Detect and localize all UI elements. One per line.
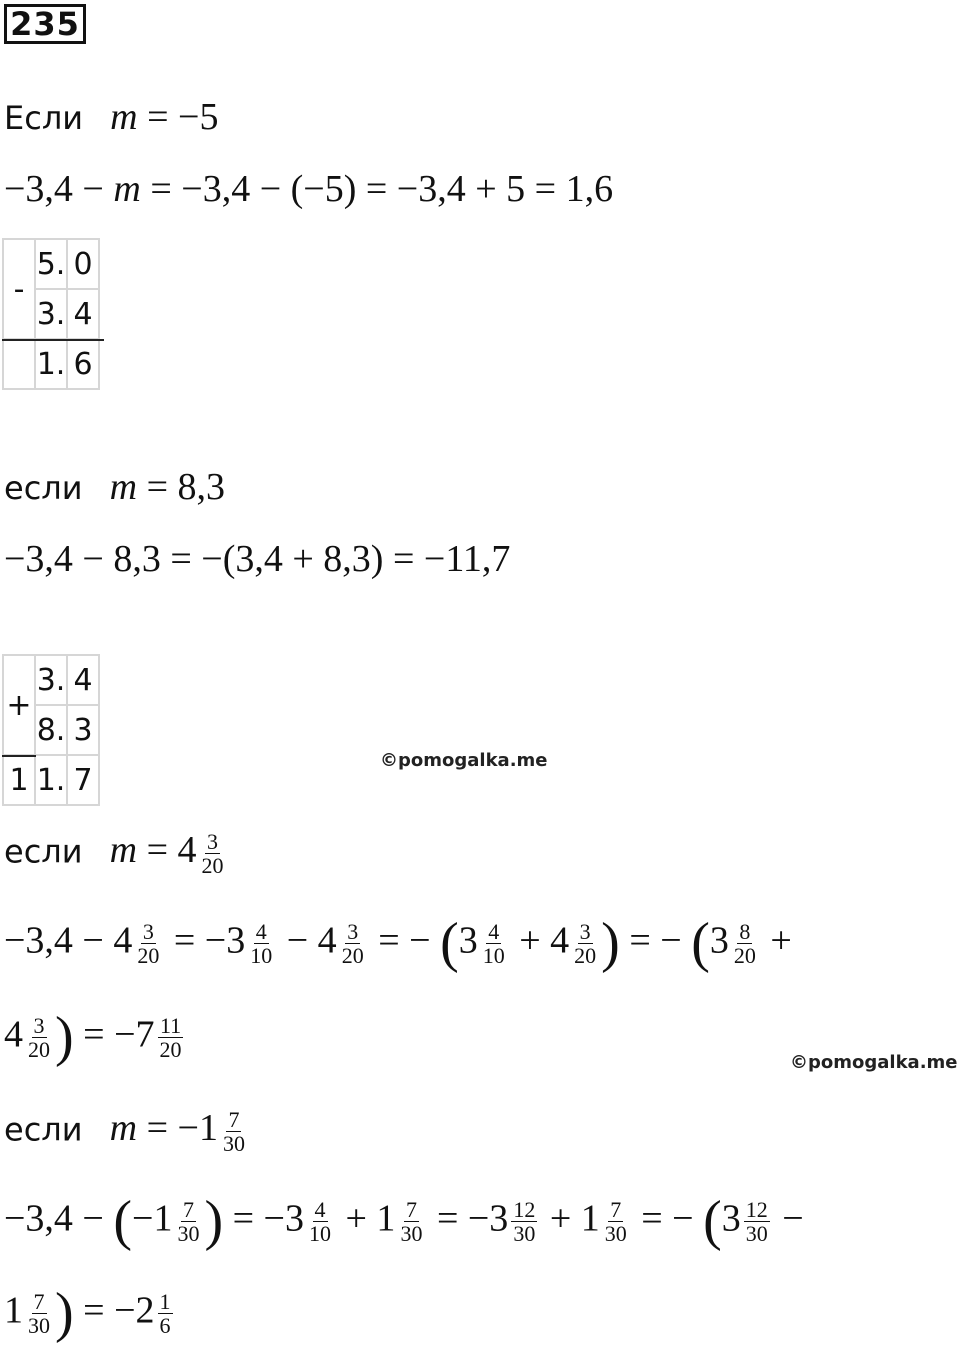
- fraction: $\frac{7}{30}$: [177, 1197, 200, 1247]
- fraction: $\frac{3}{20}$: [574, 919, 597, 969]
- result-rule: [2, 755, 36, 757]
- fraction: $\frac{12}{30}$: [745, 1197, 768, 1247]
- condition-expr: = −5: [147, 96, 219, 138]
- condition-word: если: [4, 469, 83, 507]
- digit-cell: 1: [3, 755, 35, 805]
- digit-cell: 3.: [35, 289, 67, 339]
- operation-sign: -: [3, 239, 35, 339]
- digit-cell: 0: [67, 239, 99, 289]
- condition-word: если: [4, 832, 83, 871]
- digit-cell: [3, 339, 35, 389]
- fraction: $\frac{7}{30}$: [604, 1197, 627, 1247]
- fraction: $\frac{4}{10}$: [309, 1197, 331, 1247]
- fraction: $\frac{3}{20}$: [201, 829, 224, 879]
- solution-right: = −3,4 − (−5) = −3,4 + 5 = 1,6: [150, 168, 614, 210]
- result-rule: [2, 339, 104, 341]
- variable: m: [109, 829, 138, 872]
- fraction: $\frac{4}{10}$: [250, 919, 273, 969]
- case4-solution-line2: 1 $\frac{7}{30}$ ) = −2 $\frac{1}{6}$: [4, 1282, 171, 1345]
- condition-whole: = 4: [146, 829, 197, 872]
- fraction: $\frac{12}{30}$: [513, 1197, 536, 1247]
- case2-solution: −3,4 − 8,3 = −(3,4 + 8,3) = −11,7: [4, 538, 511, 580]
- case2-condition: [4, 468, 225, 507]
- operation-sign: +: [3, 655, 35, 755]
- digit-cell: 6: [67, 339, 99, 389]
- case4-condition: [4, 1108, 250, 1155]
- fraction: $\frac{7}{30}$: [222, 1107, 245, 1157]
- digit-cell: 8.: [35, 705, 67, 755]
- solution-left: −3,4 −: [4, 168, 104, 210]
- digit-cell: 3: [67, 705, 99, 755]
- case3-condition: [4, 830, 229, 877]
- case4-solution-line1: −3,4 − (−1 $\frac{7}{30}$ ) = −3 $\frac{4}{10}$ + 1 $\frac{7}{30}$ = −3 $\frac{12}{30}$ + 1 $\frac{7}{30}$ = − (3 $\frac{12}{30}$ −: [4, 1190, 804, 1253]
- digit-cell: 5.: [35, 239, 67, 289]
- condition-word: Если: [4, 99, 84, 137]
- case2-column-addition: [2, 654, 100, 806]
- watermark: ©pomogalka.me: [790, 1052, 958, 1073]
- variable: m: [110, 96, 138, 138]
- fraction: $\frac{8}{20}$: [733, 919, 756, 969]
- fraction: $\frac{3}{20}$: [341, 919, 364, 969]
- fraction: $\frac{4}{10}$: [482, 919, 505, 969]
- problem-number: 235: [4, 4, 86, 44]
- case1-solution: [4, 170, 613, 208]
- digit-cell: 4: [67, 289, 99, 339]
- condition-whole: = −1: [146, 1107, 218, 1150]
- variable: m: [109, 1107, 138, 1150]
- case3-solution-line1: −3,4 − 4 $\frac{3}{20}$ = −3 $\frac{4}{10}$ − 4 $\frac{3}{20}$ = − (3 $\frac{4}{10}$ + 4 $\frac{3}{20}$ ) = − (3 $\frac{8}{20}$ +: [4, 912, 792, 975]
- fraction: $\frac{7}{30}$: [28, 1289, 50, 1339]
- digit-cell: 1.: [35, 755, 67, 805]
- case1-condition: [4, 98, 218, 137]
- fraction: $\frac{3}{20}$: [28, 1013, 50, 1063]
- digit-cell: 4: [67, 655, 99, 705]
- condition-word: если: [4, 1110, 83, 1149]
- condition-expr: = 8,3: [146, 466, 226, 508]
- case3-solution-line2: 4 $\frac{3}{20}$ ) = −7 $\frac{11}{20}$: [4, 1006, 182, 1069]
- fraction: $\frac{11}{20}$: [159, 1013, 182, 1063]
- digit-cell: 7: [67, 755, 99, 805]
- watermark: ©pomogalka.me: [380, 750, 548, 771]
- fraction: $\frac{1}{6}$: [159, 1289, 171, 1339]
- digit-cell: 1.: [35, 339, 67, 389]
- case1-column-subtraction: [2, 238, 100, 390]
- variable: m: [113, 168, 141, 210]
- fraction: $\frac{7}{30}$: [400, 1197, 423, 1247]
- variable: m: [109, 466, 138, 508]
- fraction: $\frac{3}{20}$: [137, 919, 160, 969]
- digit-cell: 3.: [35, 655, 67, 705]
